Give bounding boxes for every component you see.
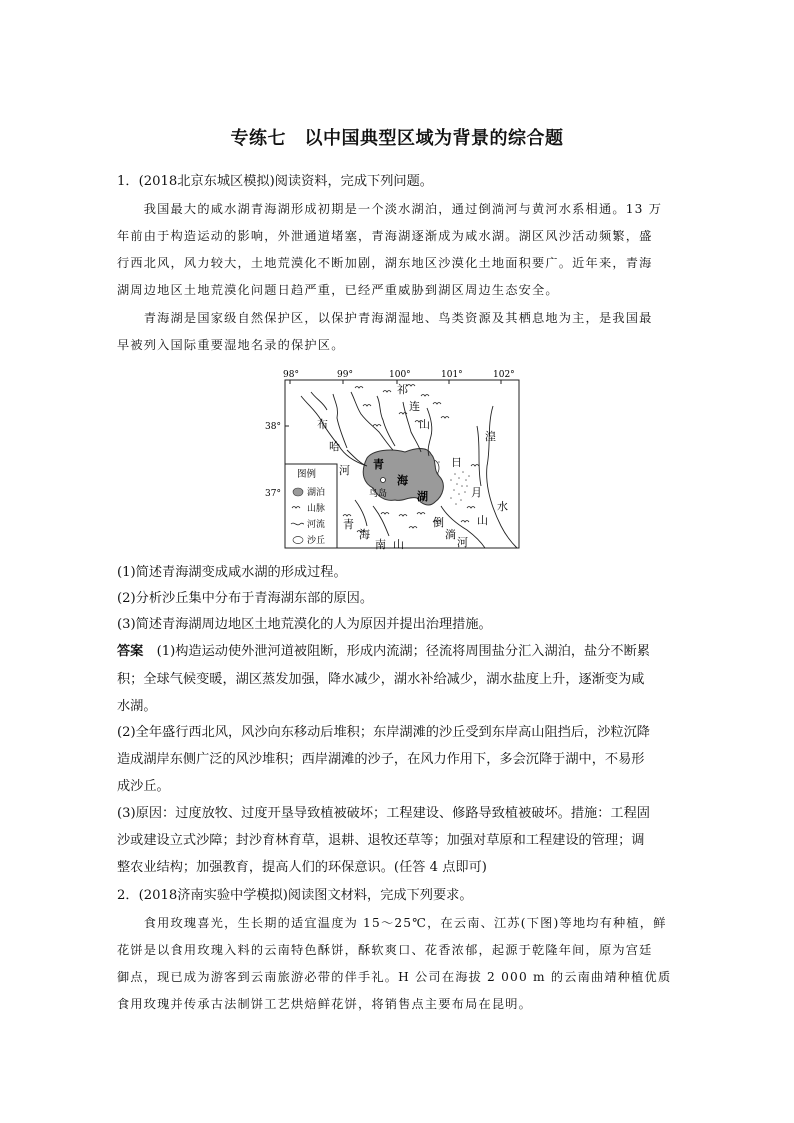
label-bird-island: 鸟岛 (369, 489, 388, 499)
legend-item: 山脉 (307, 504, 326, 514)
label-riyue: 月 (471, 486, 482, 499)
label-riyue: 日 (451, 456, 462, 469)
map-legend (285, 464, 337, 548)
q1-material-line: 青海湖是国家级自然保护区，以保护青海湖湿地、鸟类资源及其栖息地为主，是我国最 (117, 311, 653, 325)
q1-material-line: 早被列入国际重要湿地名录的保护区。 (117, 338, 345, 352)
answer-line: (2)全年盛行西北风，风沙向东移动后堆积；东岸湖滩的沙丘受到东岸高山阻挡后，沙粒沉降 (117, 725, 650, 740)
label-riyue: 山 (477, 514, 488, 527)
q2-material-line: 食用玫瑰并传承古法制饼工艺烘焙鲜花饼，将销售点主要布局在昆明。 (117, 997, 533, 1011)
label-huangshui: 水 (497, 500, 508, 513)
label-buha: 哈 (329, 440, 340, 453)
q2-material-line: 食用玫瑰喜光，生长期的适宜温度为 15～25℃，在云南、江苏(下图)等地均有种植，鲜 (117, 916, 667, 930)
legend-item: 湖泊 (307, 488, 326, 498)
answer-line: 造成湖岸东侧广泛的风沙堆积；西岸湖滩的沙子，在风力作用下，多会沉降于湖中，不易形 (117, 752, 645, 767)
sub-question: (2)分析沙丘集中分布于青海湖东部的原因。 (117, 591, 374, 606)
label-daotang: 淌 (445, 528, 456, 541)
q1-material-line: 行西北风，风力较大，土地荒漠化不断加剧，湖东地区沙漠化土地面积要广。近年来，青海 (117, 256, 653, 270)
q1-material-line: 年前由于构造运动的影响，外泄通道堵塞，青海湖逐渐成为咸水湖。湖区风沙活动频繁，盛 (117, 229, 653, 243)
label-qilian: 连 (409, 400, 420, 413)
sub-question: (1)简述青海湖变成咸水湖的形成过程。 (117, 565, 347, 580)
label-qilian: 祁 (397, 383, 408, 396)
label-nanshan: 海 (359, 528, 370, 541)
q1-material-line: 湖周边地区土地荒漠化问题日趋严重，已经严重威胁到湖区周边生态安全。 (117, 283, 559, 297)
answer-line: 整农业结构；加强教育，提高人们的环保意识。(任答 4 点即可) (117, 860, 487, 875)
question-2-heading: 2．(2018济南实验中学模拟)阅读图文材料，完成下列要求。 (117, 888, 473, 903)
legend-lake-swatch (293, 488, 303, 496)
label-nanshan: 南 (375, 538, 386, 551)
map-figure (265, 366, 521, 552)
answer-line: 水湖。 (117, 699, 157, 714)
label-nanshan: 青 (343, 518, 354, 531)
page-title: 专练七 以中国典型区域为背景的综合题 (230, 128, 564, 149)
lon-label: 102° (493, 370, 515, 380)
lat-label: 37° (265, 489, 281, 499)
answer-line: 成沙丘。 (117, 779, 170, 794)
lon-label: 101° (441, 370, 463, 380)
label-huangshui: 湟 (485, 430, 496, 443)
q2-material-line: 花饼是以食用玫瑰入料的云南特色酥饼，酥软爽口、花香浓郁，起源于乾隆年间，原为宫廷 (117, 943, 653, 957)
q2-material-line: 御点，现已成为游客到云南旅游必带的伴手礼。H 公司在海拔 2 000 m 的云南曲靖种植优质 (117, 970, 672, 984)
answer-line: (3)原因：过度放牧、过度开垦导致植被破坏；工程建设、修路导致植被破坏。措施：工程固 (117, 806, 650, 821)
answer-line: 沙或建设立式沙障；封沙育林育草，退耕、退牧还草等；加强对草原和工程建设的管理；调 (117, 833, 645, 848)
legend-title: 图例 (297, 469, 317, 480)
lat-label: 38° (265, 422, 281, 432)
q1-material-line: 我国最大的咸水湖青海湖形成初期是一个淡水湖泊，通过倒淌河与黄河水系相通。13 万 (117, 202, 663, 216)
label-lake: 青 (373, 458, 384, 471)
legend-item: 河流 (307, 520, 326, 530)
answer-line: 积；全球气候变暖，湖区蒸发加强，降水减少，湖水补给减少，湖水盐度上升，逐渐变为咸 (117, 672, 645, 687)
label-daotang: 河 (457, 536, 468, 549)
label-daotang: 倒 (433, 516, 444, 529)
answer-text: (1)构造运动使外泄河道被阻断，形成内流湖；径流将周围盐分汇入湖泊，盐分不断累 (156, 644, 650, 659)
label-buha: 河 (339, 464, 350, 477)
lon-label: 98° (283, 370, 299, 380)
answer-label: 答案 (117, 644, 144, 659)
label-lake: 海 (397, 474, 408, 487)
legend-item: 沙丘 (307, 536, 326, 546)
label-qilian: 山 (419, 418, 430, 431)
label-nanshan: 山 (393, 538, 404, 551)
question-1-heading: 1．(2018北京东城区模拟)阅读资料，完成下列问题。 (117, 174, 433, 189)
qinghai-lake-map (265, 366, 521, 552)
label-buha: 布 (317, 418, 328, 431)
bird-island-marker (381, 478, 386, 483)
sub-question: (3)简述青海湖周边地区土地荒漠化的人为原因并提出治理措施。 (117, 617, 492, 632)
answer-line (117, 642, 650, 662)
lon-label: 100° (389, 370, 411, 380)
lon-label: 99° (337, 370, 353, 380)
label-lake: 湖 (417, 490, 428, 503)
